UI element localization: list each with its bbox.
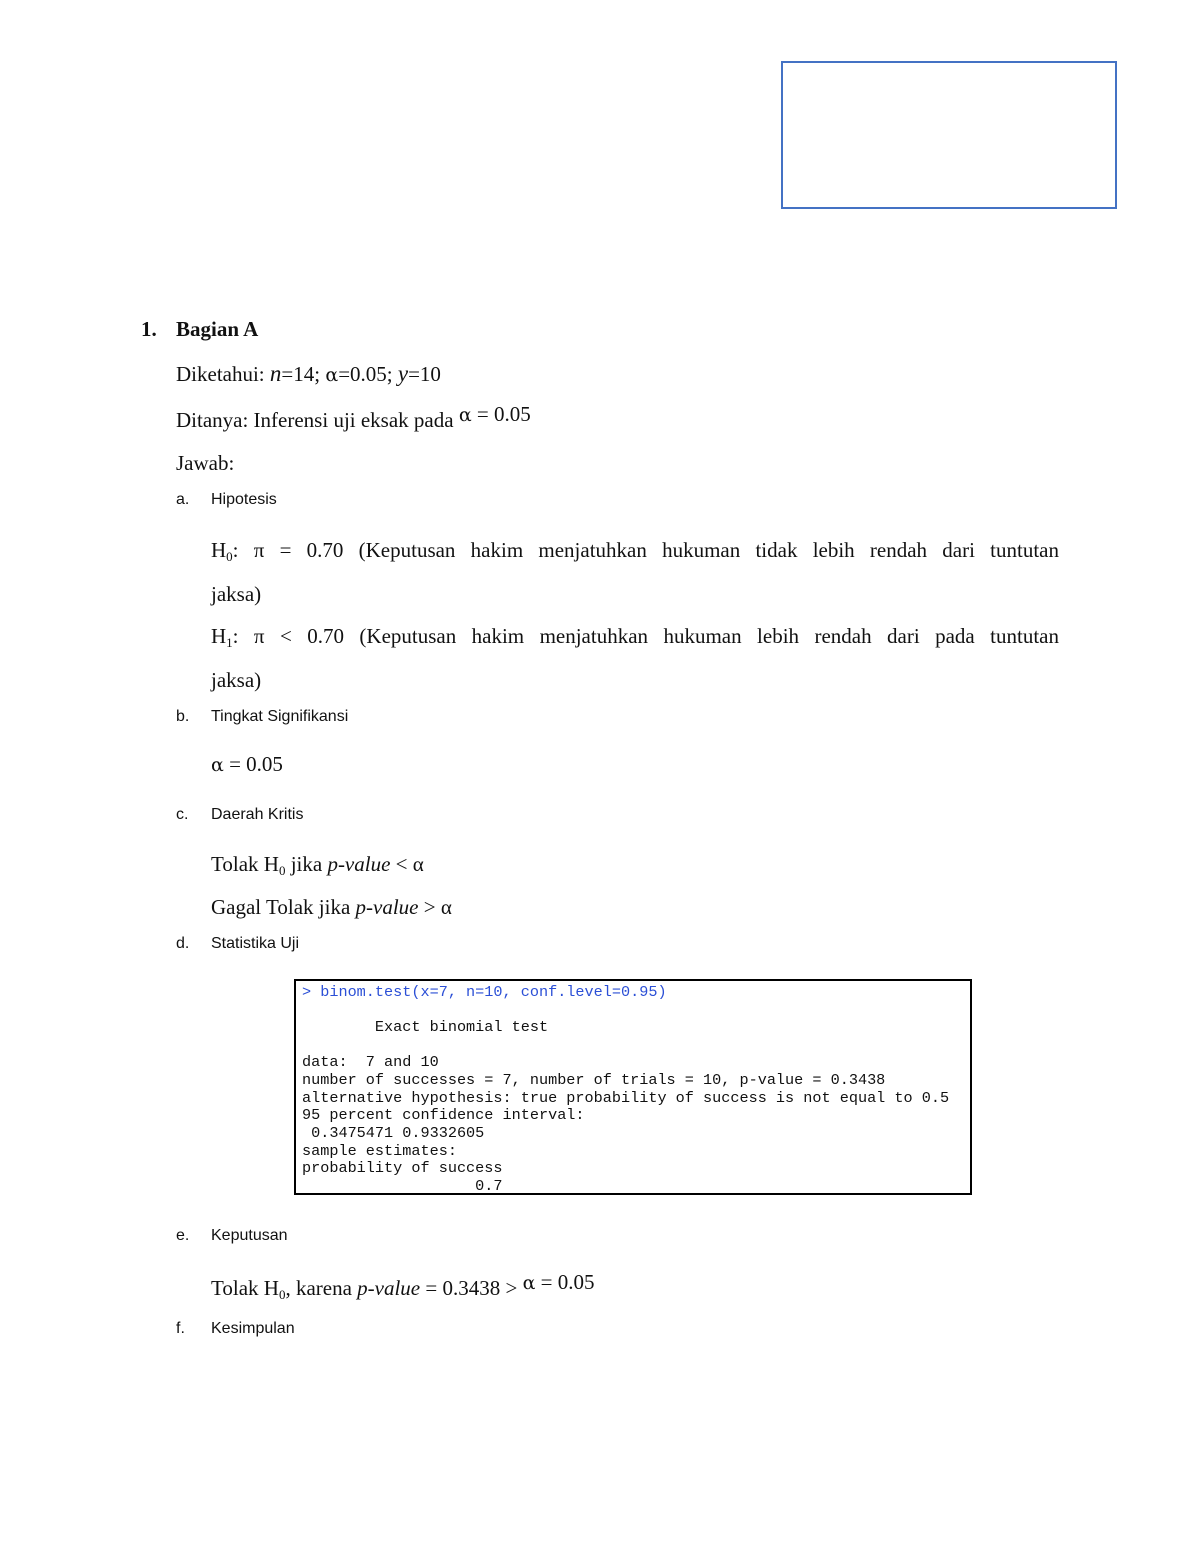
item-e-heading: Keputusan [211, 1227, 288, 1244]
console-line: 0.7 [302, 1176, 503, 1195]
console-line: number of successes = 7, number of trials = 10, p-value = 0.3438 [302, 1070, 886, 1089]
console-line: sample estimates: [302, 1141, 457, 1160]
given-alpha-val: =0.05; [338, 362, 393, 386]
console-line: data: 7 and 10 [302, 1053, 439, 1072]
asked-text: Ditanya: Inferensi uji eksak pada [176, 408, 454, 432]
given-n-var: n [269, 361, 282, 386]
asked-alpha-val: = 0.05 [471, 402, 531, 426]
significance-line [211, 752, 283, 777]
significance-alpha-symbol: α [211, 754, 224, 776]
console-line: alternative hypothesis: true probability of success is not equal to 0.5 [302, 1088, 950, 1107]
corner-box [781, 61, 1117, 209]
decision-alpha-symbol: α [522, 1272, 536, 1294]
r-console-output [294, 979, 972, 1195]
item-c-heading: Daerah Kritis [211, 806, 304, 823]
console-command: > binom.test(x=7, n=10, conf.level=0.95) [302, 983, 667, 1001]
item-f-heading: Kesimpulan [211, 1320, 295, 1337]
given-line [176, 361, 441, 387]
console-line: 0.3475471 0.9332605 [302, 1123, 485, 1142]
item-b-heading: Tingkat Signifikansi [211, 708, 349, 725]
decision-line: Tolak $H_0$, karena p-value = 0.3438 > α = 0.05 [211, 1270, 595, 1302]
hypothesis-h0-line1: $H_0$: π = 0.70 (Keputusan hakim menjatuhkan hukuman tidak lebih rendah dari tuntutan [211, 538, 1059, 562]
console-line: 95 percent confidence interval: [302, 1106, 585, 1125]
significance-alpha-val: = 0.05 [223, 752, 283, 776]
item-e-letter: e. [176, 1227, 190, 1244]
section-number: 1. [141, 317, 157, 341]
item-a-letter: a. [176, 491, 190, 508]
item-d-heading: Statistika Uji [211, 935, 300, 952]
critical-fail-line: Gagal Tolak jika p-value > α [211, 895, 452, 919]
item-c-letter: c. [176, 806, 189, 823]
hypothesis-h1-line1: $H_1$: π < 0.70 (Keputusan hakim menjatuhkan hukuman lebih rendah dari pada tuntutan [211, 624, 1059, 648]
given-label: Diketahui: [176, 362, 265, 386]
console-line: probability of success [302, 1159, 503, 1178]
answer-label: Jawab: [176, 451, 235, 475]
item-f-letter: f. [176, 1320, 185, 1337]
given-y-var: y [397, 361, 409, 386]
hypothesis-h1-line2: jaksa) [211, 668, 262, 692]
critical-reject-line: Tolak $H_0$ jika p-value < α [211, 852, 424, 878]
given-y-val: =10 [408, 362, 441, 386]
asked-line [176, 402, 531, 433]
item-a-heading: Hipotesis [211, 491, 277, 508]
section-title: Bagian A [176, 317, 259, 341]
asked-alpha-symbol: α [458, 404, 472, 426]
item-d-letter: d. [176, 935, 190, 952]
hypothesis-h0-line2: jaksa) [211, 582, 262, 606]
given-alpha-symbol: α [325, 364, 339, 386]
console-line: Exact binomial test [302, 1018, 549, 1037]
given-n-val: =14; [281, 362, 321, 386]
item-b-letter: b. [176, 708, 190, 725]
